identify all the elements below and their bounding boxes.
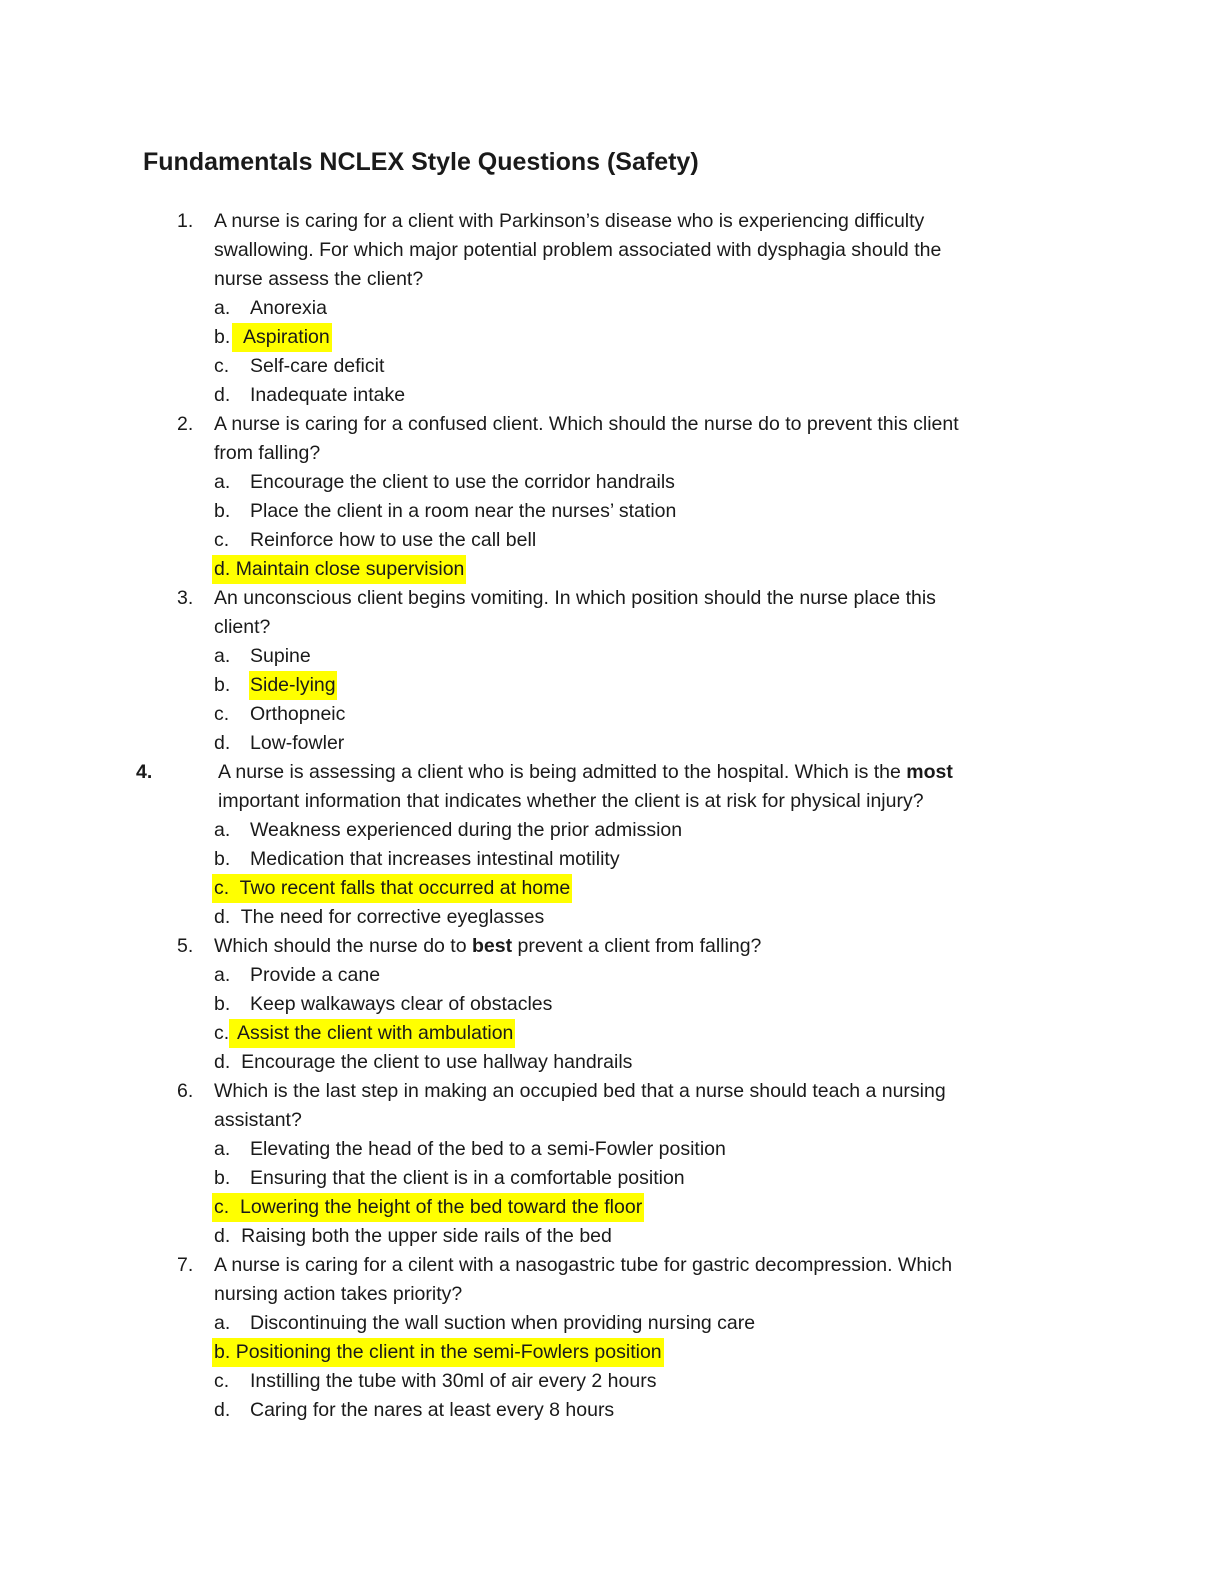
question-number: 4. [136,761,153,783]
option-text: Raising both the upper side rails of the bed [241,1225,612,1247]
question-text: assistant? [214,1109,302,1131]
option-text: Ensuring that the client is in a comfortable position [250,1167,685,1189]
question-text: A nurse is caring for a cilent with a nasogastric tube for gastric decompression. Which [214,1254,953,1276]
option-text: Medication that increases intestinal motility [250,848,620,870]
question-number: 6. [177,1080,194,1102]
option-text: Place the client in a room near the nurses’ station [250,500,677,522]
option-text: Low-fowler [250,732,345,754]
question-text: Which should the nurse do to best prevent a client from falling? [214,935,762,957]
option-letter: c. [214,1022,230,1044]
page-title: Fundamentals NCLEX Style Questions (Safety) [143,148,699,176]
option-text: Discontinuing the wall suction when providing nursing care [250,1312,756,1334]
question-text: nursing action takes priority? [214,1283,463,1305]
option-text: Reinforce how to use the call bell [250,529,537,551]
option-letter: d. [214,1225,231,1247]
question-text: client? [214,616,271,638]
option-text: Maintain close supervision [235,558,465,580]
option-letter: c. [214,529,230,551]
question-text: from falling? [214,442,321,464]
option-letter: c. [214,877,230,899]
option-letter: a. [214,471,231,493]
question-text: A nurse is assessing a client who is being admitted to the hospital. Which is the most [218,761,953,783]
option-text: Orthopneic [250,703,346,725]
option-letter: d. [214,906,231,928]
question-number: 3. [177,587,194,609]
option-letter: c. [214,703,230,725]
question-text: important information that indicates whether the client is at risk for physical injury? [218,790,924,812]
option-text: Inadequate intake [250,384,406,406]
option-letter: d. [214,384,231,406]
option-letter: a. [214,1312,231,1334]
option-letter: b. [214,500,231,522]
answer-highlight [212,874,572,903]
emphasis-most: most [906,761,953,783]
option-text: Keep walkaways clear of obstacles [250,993,553,1015]
option-row [214,1048,632,1077]
option-letter: d. [214,732,231,754]
question-text: An unconscious client begins vomiting. In which position should the nurse place this [214,587,936,609]
question-text: A nurse is caring for a client with Parkinson’s disease who is experiencing difficulty [214,210,925,232]
option-text: Lowering the height of the bed toward the floor [240,1196,643,1218]
option-row [214,1222,612,1251]
question-number: 1. [177,210,194,232]
option-letter: c. [214,355,230,377]
option-text: Positioning the client in the semi-Fowlers position [235,1341,662,1363]
option-text: Assist the client with ambulation [237,1022,514,1044]
option-letter: c. [214,1196,230,1218]
option-letter: b. [214,674,231,696]
question-text: Which is the last step in making an occupied bed that a nurse should teach a nursing [214,1080,946,1102]
option-text: Provide a cane [250,964,381,986]
answer-highlight [232,323,332,352]
answer-highlight [212,1193,644,1222]
option-letter: c. [214,1370,230,1392]
question-text: A nurse is caring for a confused client. Which should the nurse do to prevent this client [214,413,959,435]
option-letter: b. [214,1167,231,1189]
option-letter: b. [214,1341,231,1363]
question-number: 5. [177,935,194,957]
option-text: Encourage the client to use hallway handrails [241,1051,633,1073]
emphasis-best: best [472,935,513,957]
question-text: swallowing. For which major potential problem associated with dysphagia should the [214,239,942,261]
question-number: 7. [177,1254,194,1276]
option-letter: b. [214,848,231,870]
option-text: Weakness experienced during the prior admission [250,819,683,841]
option-letter: a. [214,297,231,319]
option-text: Side-lying [249,671,337,700]
option-text: Self-care deficit [250,355,385,377]
option-letter: d. [214,558,231,580]
answer-highlight [229,1019,515,1048]
option-letter: a. [214,645,231,667]
option-letter: a. [214,1138,231,1160]
option-text: Supine [250,645,311,667]
option-letter: b. [214,993,231,1015]
option-row [214,903,544,932]
option-letter: a. [214,819,231,841]
option-text: The need for corrective eyeglasses [240,906,545,928]
option-letter: d. [214,1399,231,1421]
option-text: Aspiration [243,326,330,348]
question-text: nurse assess the client? [214,268,424,290]
option-letter: b. [214,326,231,348]
option-text: Elevating the head of the bed to a semi-Fowler position [250,1138,726,1160]
option-text: Anorexia [250,297,327,319]
answer-highlight [212,555,466,584]
option-text: Caring for the nares at least every 8 hours [250,1399,615,1421]
question-number: 2. [177,413,194,435]
option-text: Instilling the tube with 30ml of air every 2 hours [250,1370,657,1392]
option-text: Encourage the client to use the corridor handrails [250,471,675,493]
option-letter: a. [214,964,231,986]
option-text: Two recent falls that occurred at home [239,877,571,899]
option-letter: d. [214,1051,231,1073]
answer-highlight [212,1338,664,1367]
